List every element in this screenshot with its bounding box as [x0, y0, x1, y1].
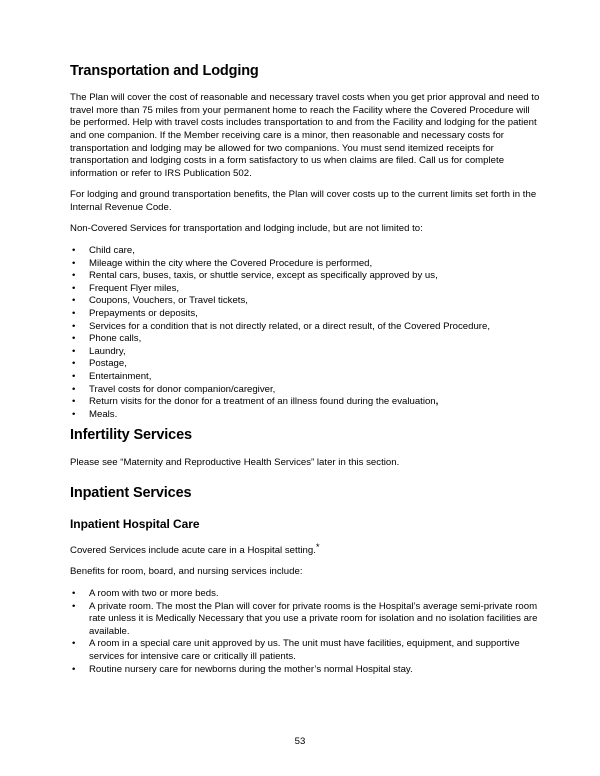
heading-inpatient-services: Inpatient Services [70, 485, 192, 502]
bullet-point-icon: • [72, 663, 76, 675]
list-item-label: Services for a condition that is not directly related, or a direct result, of the Covered Procedure, [89, 320, 491, 332]
bullet-point-icon: • [72, 320, 76, 332]
bullet-point-icon: • [72, 282, 76, 294]
list-item-label: Frequent Flyer miles, [89, 282, 180, 294]
bullet-point-icon: • [72, 358, 76, 370]
list-item-label: Entertainment, [89, 371, 152, 382]
list-item-label: A room in a special care unit approved by us. The unit must have facilities, equipment, and supportive services for intensive care or critically ill patients. [89, 638, 520, 662]
list-item [70, 270, 540, 283]
list-non-covered-services [70, 245, 540, 421]
bullet-point-icon: • [72, 638, 76, 650]
paragraph-infertility-reference: Please see “Maternity and Reproductive Health Services” later in this section. [70, 456, 400, 468]
bullet-point-icon: • [72, 308, 76, 320]
page-content [70, 62, 540, 676]
list-item-label: A room with two or more beds. [89, 588, 219, 599]
spacer [70, 236, 540, 245]
bullet-point-icon: • [72, 396, 76, 408]
list-item-label: Rental cars, buses, taxis, or shuttle service, except as specifically approved by us, [89, 270, 438, 282]
bullet-point-icon: • [72, 600, 76, 612]
spacer [70, 533, 540, 545]
list-item [70, 588, 540, 601]
paragraph-room-board-intro: Benefits for room, board, and nursing services include: [70, 566, 303, 578]
list-item [70, 333, 540, 346]
list-item [70, 245, 540, 258]
list-item [70, 321, 540, 334]
bullet-point-icon: • [72, 383, 76, 395]
heading-transportation-and-lodging: Transportation and Lodging [70, 63, 259, 79]
list-item [70, 664, 540, 677]
list-item-label: Child care, [89, 245, 135, 257]
list-item-label: Meals. [89, 408, 118, 420]
list-item [70, 396, 540, 409]
list-item-trailing-mark: , [435, 396, 439, 408]
list-item [70, 601, 540, 639]
list-item-label: Coupons, Vouchers, or Travel tickets, [89, 295, 248, 307]
list-item [70, 308, 540, 321]
list-item [70, 638, 540, 663]
spacer [70, 180, 540, 189]
list-item [70, 346, 540, 359]
spacer [70, 445, 540, 457]
bullet-point-icon: • [72, 588, 76, 599]
footnote-asterisk-marker: * [315, 541, 320, 553]
spacer [70, 80, 540, 92]
list-item [70, 384, 540, 397]
paragraph-acute-care [70, 541, 540, 558]
subheading-inpatient-hospital-care: Inpatient Hospital Care [70, 517, 200, 532]
heading-infertility-services: Infertility Services [70, 427, 192, 444]
list-item-label: Prepayments or deposits, [89, 308, 198, 320]
spacer [70, 579, 540, 588]
paragraph-non-covered-intro: Non-Covered Services for transportation and lodging include, but are not limited to: [70, 223, 423, 235]
bullet-point-icon: • [72, 333, 76, 345]
list-item-label: Travel costs for donor companion/caregiver, [89, 383, 276, 395]
list-item [70, 283, 540, 296]
paragraph-acute-care-text: Covered Services include acute care in a Hospital setting. [70, 544, 316, 556]
spacer [70, 214, 540, 223]
paragraph-lodging-limits: For lodging and ground transportation benefits, the Plan will cover costs up to the current limits set forth in the Internal Revenue Code. [70, 189, 537, 213]
list-item-label: Mileage within the city where the Covered Procedure is performed, [89, 257, 373, 269]
list-item-label: Routine nursery care for newborns during the mother’s normal Hospital stay. [89, 663, 413, 675]
list-item-label: A private room. The most the Plan will cover for private rooms is the Hospital’s average semi-private room rate unless it is Medically Necessary that you use a private room for isolation and no isolation facilities are available. [89, 600, 538, 637]
spacer [70, 469, 540, 484]
list-item-label: Phone calls, [89, 333, 142, 345]
list-item [70, 371, 540, 384]
bullet-point-icon: • [72, 295, 76, 307]
bullet-point-icon: • [72, 345, 76, 357]
paragraph-transportation-coverage: The Plan will cover the cost of reasonable and necessary travel costs when you get prior approval and need to travel more than 75 miles from your permanent home to reach the Facility where the Covered Procedure will be performed. Help with travel costs includes transportation to and from the Facility and lodging for the patient and one companion. If the Member receiving care is a minor, then reasonable and necessary costs for transportation and lodging may be allowed for two companions. You must send itemized receipts for transportation and lodging costs in a form satisfactory to us when claims are filed. Call us for complete information or refer to IRS Publication 502. [70, 92, 540, 179]
list-item-label: Postage, [89, 358, 127, 370]
list-item [70, 295, 540, 308]
bullet-point-icon: • [72, 270, 76, 282]
page-number-footer: 53 [294, 736, 306, 747]
list-room-board-benefits [70, 588, 540, 676]
bullet-point-icon: • [72, 408, 76, 420]
list-item [70, 409, 540, 422]
list-item [70, 358, 540, 371]
bullet-point-icon: • [72, 371, 76, 382]
list-item [70, 258, 540, 271]
list-item-label: Return visits for the donor for a treatment of an illness found during the evaluation [89, 396, 436, 408]
spacer [70, 502, 540, 517]
spacer [70, 557, 540, 566]
bullet-point-icon: • [72, 257, 76, 269]
bullet-point-icon: • [72, 245, 76, 257]
list-item-label: Laundry, [89, 345, 126, 357]
